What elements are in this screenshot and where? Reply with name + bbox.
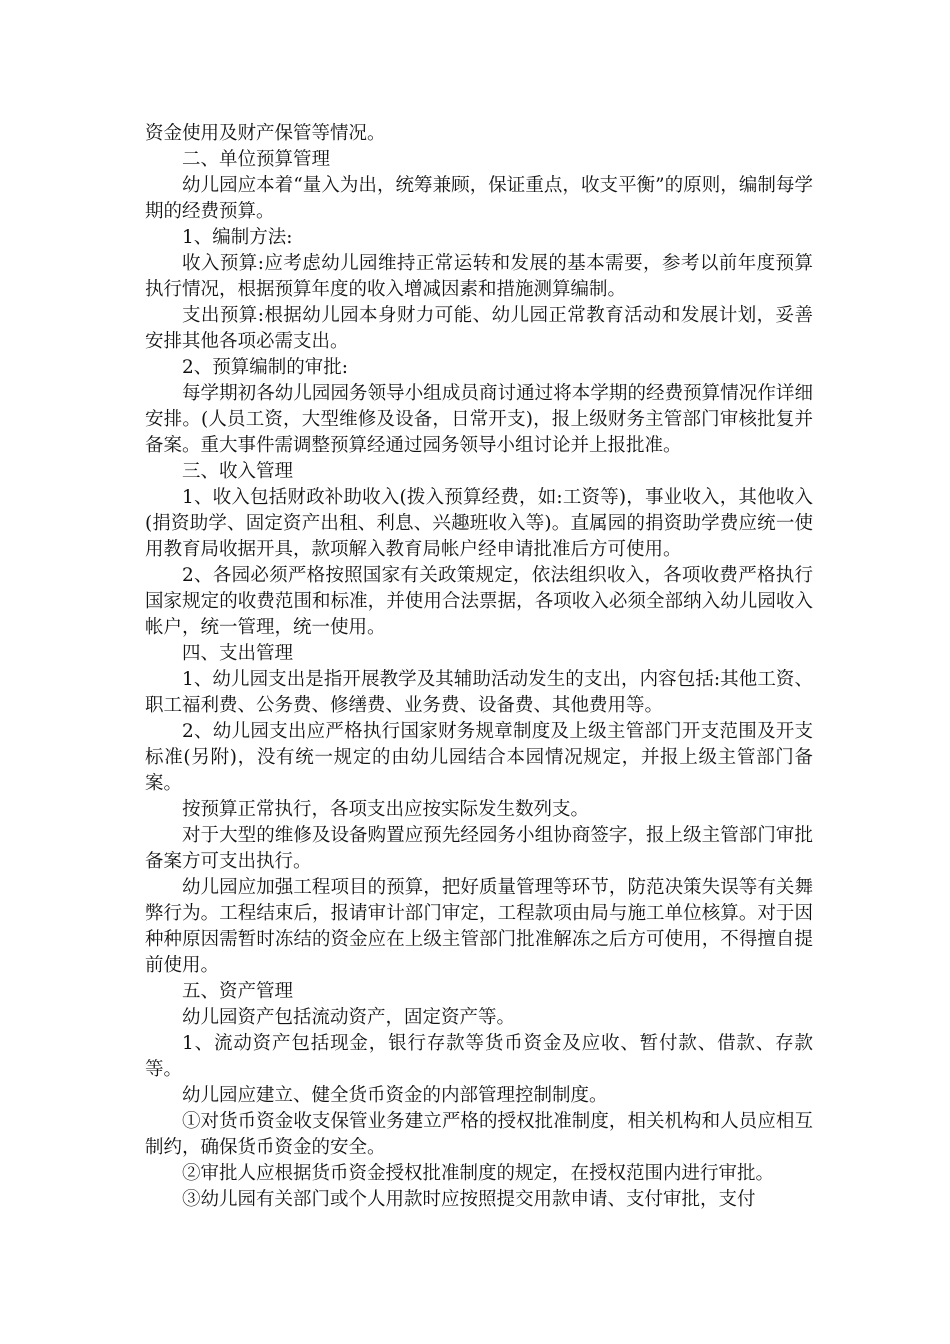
paragraph: 幼儿园应本着“量入为出，统筹兼顾，保证重点，收支平衡”的原则，编制每学期的经费预算。 bbox=[145, 175, 813, 222]
paragraph: 1、幼儿园支出是指开展教学及其辅助活动发生的支出，内容包括:其他工资、职工福利费、公务费、修缮费、业务费、设备费、其他费用等。 bbox=[145, 669, 813, 716]
subheading-method: 1、编制方法: bbox=[182, 227, 293, 248]
paragraph-continuation: 资金使用及财产保管等情况。 bbox=[145, 123, 386, 144]
paragraph: ②审批人应根据货币资金授权批准制度的规定，在授权范围内进行审批。 bbox=[182, 1163, 775, 1184]
paragraph: 2、幼儿园支出应严格执行国家财务规章制度及上级主管部门开支范围及开支标准(另附)，没有统一规定的由幼儿园结合本园情况规定，并报上级主管部门备案。 bbox=[145, 721, 813, 794]
paragraph: 1、收入包括财政补助收入(拨入预算经费，如:工资等)，事业收入，其他收入(捐资助学、固定资产出租、利息、兴趣班收入等)。直属园的捐资助学费应统一使用教育局收据开具，款项解入教育局帐户经申请批准后方可使用。 bbox=[145, 487, 813, 560]
paragraph: 每学期初各幼儿园园务领导小组成员商讨通过将本学期的经费预算情况作详细安排。(人员工资，大型维修及设备，日常开支)，报上级财务主管部门审核批复并备案。重大事件需调整预算经通过园务领导小组讨论并上报批准。 bbox=[145, 383, 813, 456]
paragraph: ①对货币资金收支保管业务建立严格的授权批准制度，相关机构和人员应相互制约，确保货币资金的安全。 bbox=[145, 1111, 813, 1158]
section-heading-budget: 二、单位预算管理 bbox=[182, 149, 331, 170]
document-page bbox=[145, 121, 813, 1213]
section-heading-income: 三、收入管理 bbox=[182, 461, 294, 482]
paragraph: 按预算正常执行，各项支出应按实际发生数列支。 bbox=[182, 799, 590, 820]
paragraph: 支出预算:根据幼儿园本身财力可能、幼儿园正常教育活动和发展计划，妥善安排其他各项必需支出。 bbox=[145, 305, 813, 352]
paragraph: 幼儿园应加强工程项目的预算，把好质量管理等环节，防范决策失误等有关舞弊行为。工程结束后，报请审计部门审定，工程款项由局与施工单位核算。对于因种种原因需暂时冻结的资金应在上级主管部门批准解冻之后方可使用，不得擅自提前使用。 bbox=[145, 877, 813, 976]
paragraph: 1、流动资产包括现金，银行存款等货币资金及应收、暂付款、借款、存款等。 bbox=[145, 1033, 813, 1080]
paragraph: 2、各园必须严格按照国家有关政策规定，依法组织收入，各项收费严格执行国家规定的收费范围和标准，并使用合法票据，各项收入必须全部纳入幼儿园收入帐户，统一管理，统一使用。 bbox=[145, 565, 813, 638]
section-heading-assets: 五、资产管理 bbox=[182, 981, 294, 1002]
paragraph: ③幼儿园有关部门或个人用款时应按照提交用款申请、支付审批，支付 bbox=[182, 1189, 756, 1210]
paragraph: 收入预算:应考虑幼儿园维持正常运转和发展的基本需要，参考以前年度预算执行情况，根据预算年度的收入增减因素和措施测算编制。 bbox=[145, 253, 813, 300]
subheading-approval: 2、预算编制的审批: bbox=[182, 357, 349, 378]
section-heading-expense: 四、支出管理 bbox=[182, 643, 294, 664]
paragraph: 对于大型的维修及设备购置应预先经园务小组协商签字，报上级主管部门审批备案方可支出执行。 bbox=[145, 825, 813, 872]
paragraph: 幼儿园资产包括流动资产，固定资产等。 bbox=[182, 1007, 516, 1028]
paragraph: 幼儿园应建立、健全货币资金的内部管理控制制度。 bbox=[182, 1085, 608, 1106]
